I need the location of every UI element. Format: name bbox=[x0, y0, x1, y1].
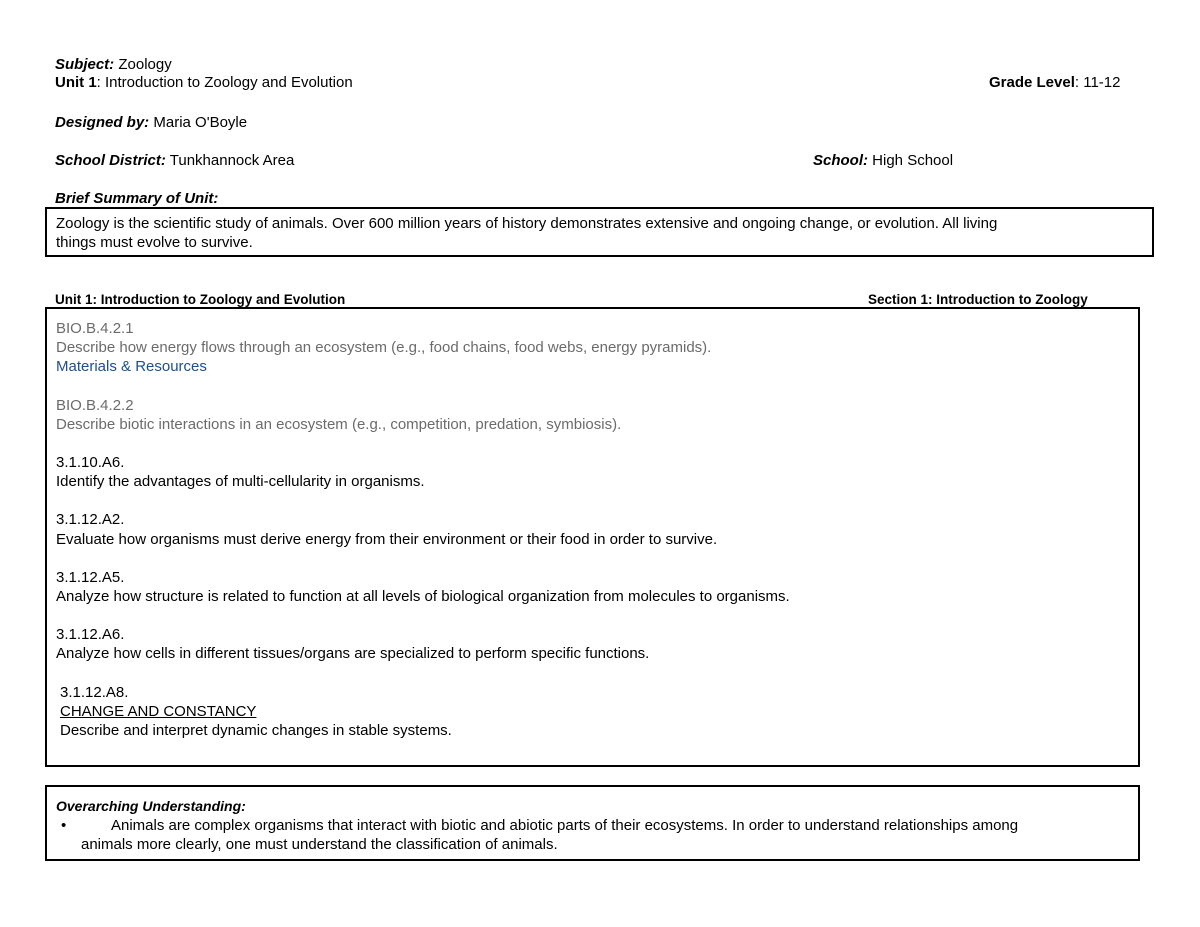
standard-code: 3.1.12.A2. bbox=[56, 511, 125, 529]
standard-item bbox=[56, 568, 1138, 606]
summary-box bbox=[45, 207, 1154, 257]
unit-title: Unit 1: Introduction to Zoology and Evolution bbox=[55, 292, 346, 307]
standard-description: Identify the advantages of multi-cellularity in organisms. bbox=[56, 473, 425, 491]
designed-value: Maria O'Boyle bbox=[153, 114, 248, 131]
standard-description: Evaluate how organisms must derive energy from their environment or their food in order to survive. bbox=[56, 530, 718, 548]
district-label: School District: bbox=[55, 152, 166, 169]
summary-line-1: Zoology is the scientific study of animals. Over 600 million years of history demonstrates extensive and ongoing change, or evolution. All living bbox=[56, 215, 998, 232]
standard-item bbox=[56, 396, 1138, 434]
standard-item bbox=[56, 625, 1138, 663]
designed-row bbox=[55, 113, 247, 132]
standard-theme: CHANGE AND CONSTANCY bbox=[60, 702, 257, 720]
grade-level bbox=[989, 73, 1120, 92]
standard-description: Describe how energy flows through an ecosystem (e.g., food chains, food webs, energy pyramids). bbox=[56, 339, 712, 357]
standard-code: 3.1.12.A8. bbox=[60, 683, 129, 701]
understanding-heading: Overarching Understanding: bbox=[56, 798, 246, 814]
standard-code: BIO.B.4.2.1 bbox=[56, 320, 134, 337]
standard-description: Describe and interpret dynamic changes in stable systems. bbox=[60, 722, 452, 740]
standard-description: Describe biotic interactions in an ecosystem (e.g., competition, predation, symbiosis). bbox=[56, 415, 622, 433]
standard-item bbox=[56, 453, 1138, 491]
unit-label: Unit 1 bbox=[55, 74, 97, 91]
district-value: Tunkhannock Area bbox=[169, 152, 295, 169]
summary-heading: Brief Summary of Unit: bbox=[55, 190, 219, 207]
summary-line-2: things must evolve to survive. bbox=[56, 234, 253, 252]
standard-description: Analyze how cells in different tissues/organs are specialized to perform specific functions. bbox=[56, 645, 650, 663]
grade-label: Grade Level bbox=[989, 74, 1075, 91]
school-label: School: bbox=[813, 152, 868, 169]
district-row bbox=[55, 151, 294, 170]
unit-row bbox=[55, 73, 353, 92]
standard-code: 3.1.12.A5. bbox=[56, 568, 125, 586]
school-value: High School bbox=[872, 152, 954, 169]
subject-row bbox=[55, 55, 172, 74]
standard-code: BIO.B.4.2.2 bbox=[56, 396, 134, 414]
understanding-line-2: animals more clearly, one must understand the classification of animals. bbox=[81, 836, 558, 854]
section-title: Section 1: Introduction to Zoology bbox=[868, 292, 1088, 307]
designed-label: Designed by: bbox=[55, 114, 150, 131]
understanding-bullet-line bbox=[56, 816, 1138, 835]
materials-resources-link[interactable]: Materials & Resources bbox=[56, 358, 207, 376]
grade-value: : 11-12 bbox=[1074, 74, 1121, 91]
standards-box bbox=[45, 307, 1140, 767]
understanding-box bbox=[45, 785, 1140, 861]
subject-value: Zoology bbox=[118, 56, 172, 73]
subject-label: Subject: bbox=[55, 56, 115, 73]
bullet-icon: • bbox=[61, 817, 67, 835]
standard-description: Analyze how structure is related to function at all levels of biological organization from molecules to organisms. bbox=[56, 588, 790, 606]
understanding-line-1: Animals are complex organisms that interact with biotic and abiotic parts of their ecosystems. In order to understand relationships among bbox=[111, 817, 1019, 835]
unit-value: : Introduction to Zoology and Evolution bbox=[96, 74, 353, 91]
school-row bbox=[813, 151, 953, 170]
standard-code: 3.1.12.A6. bbox=[56, 626, 125, 644]
standard-item bbox=[56, 683, 1138, 741]
standard-item bbox=[56, 319, 1138, 377]
standard-code: 3.1.10.A6. bbox=[56, 454, 125, 472]
standard-item bbox=[56, 510, 1138, 548]
